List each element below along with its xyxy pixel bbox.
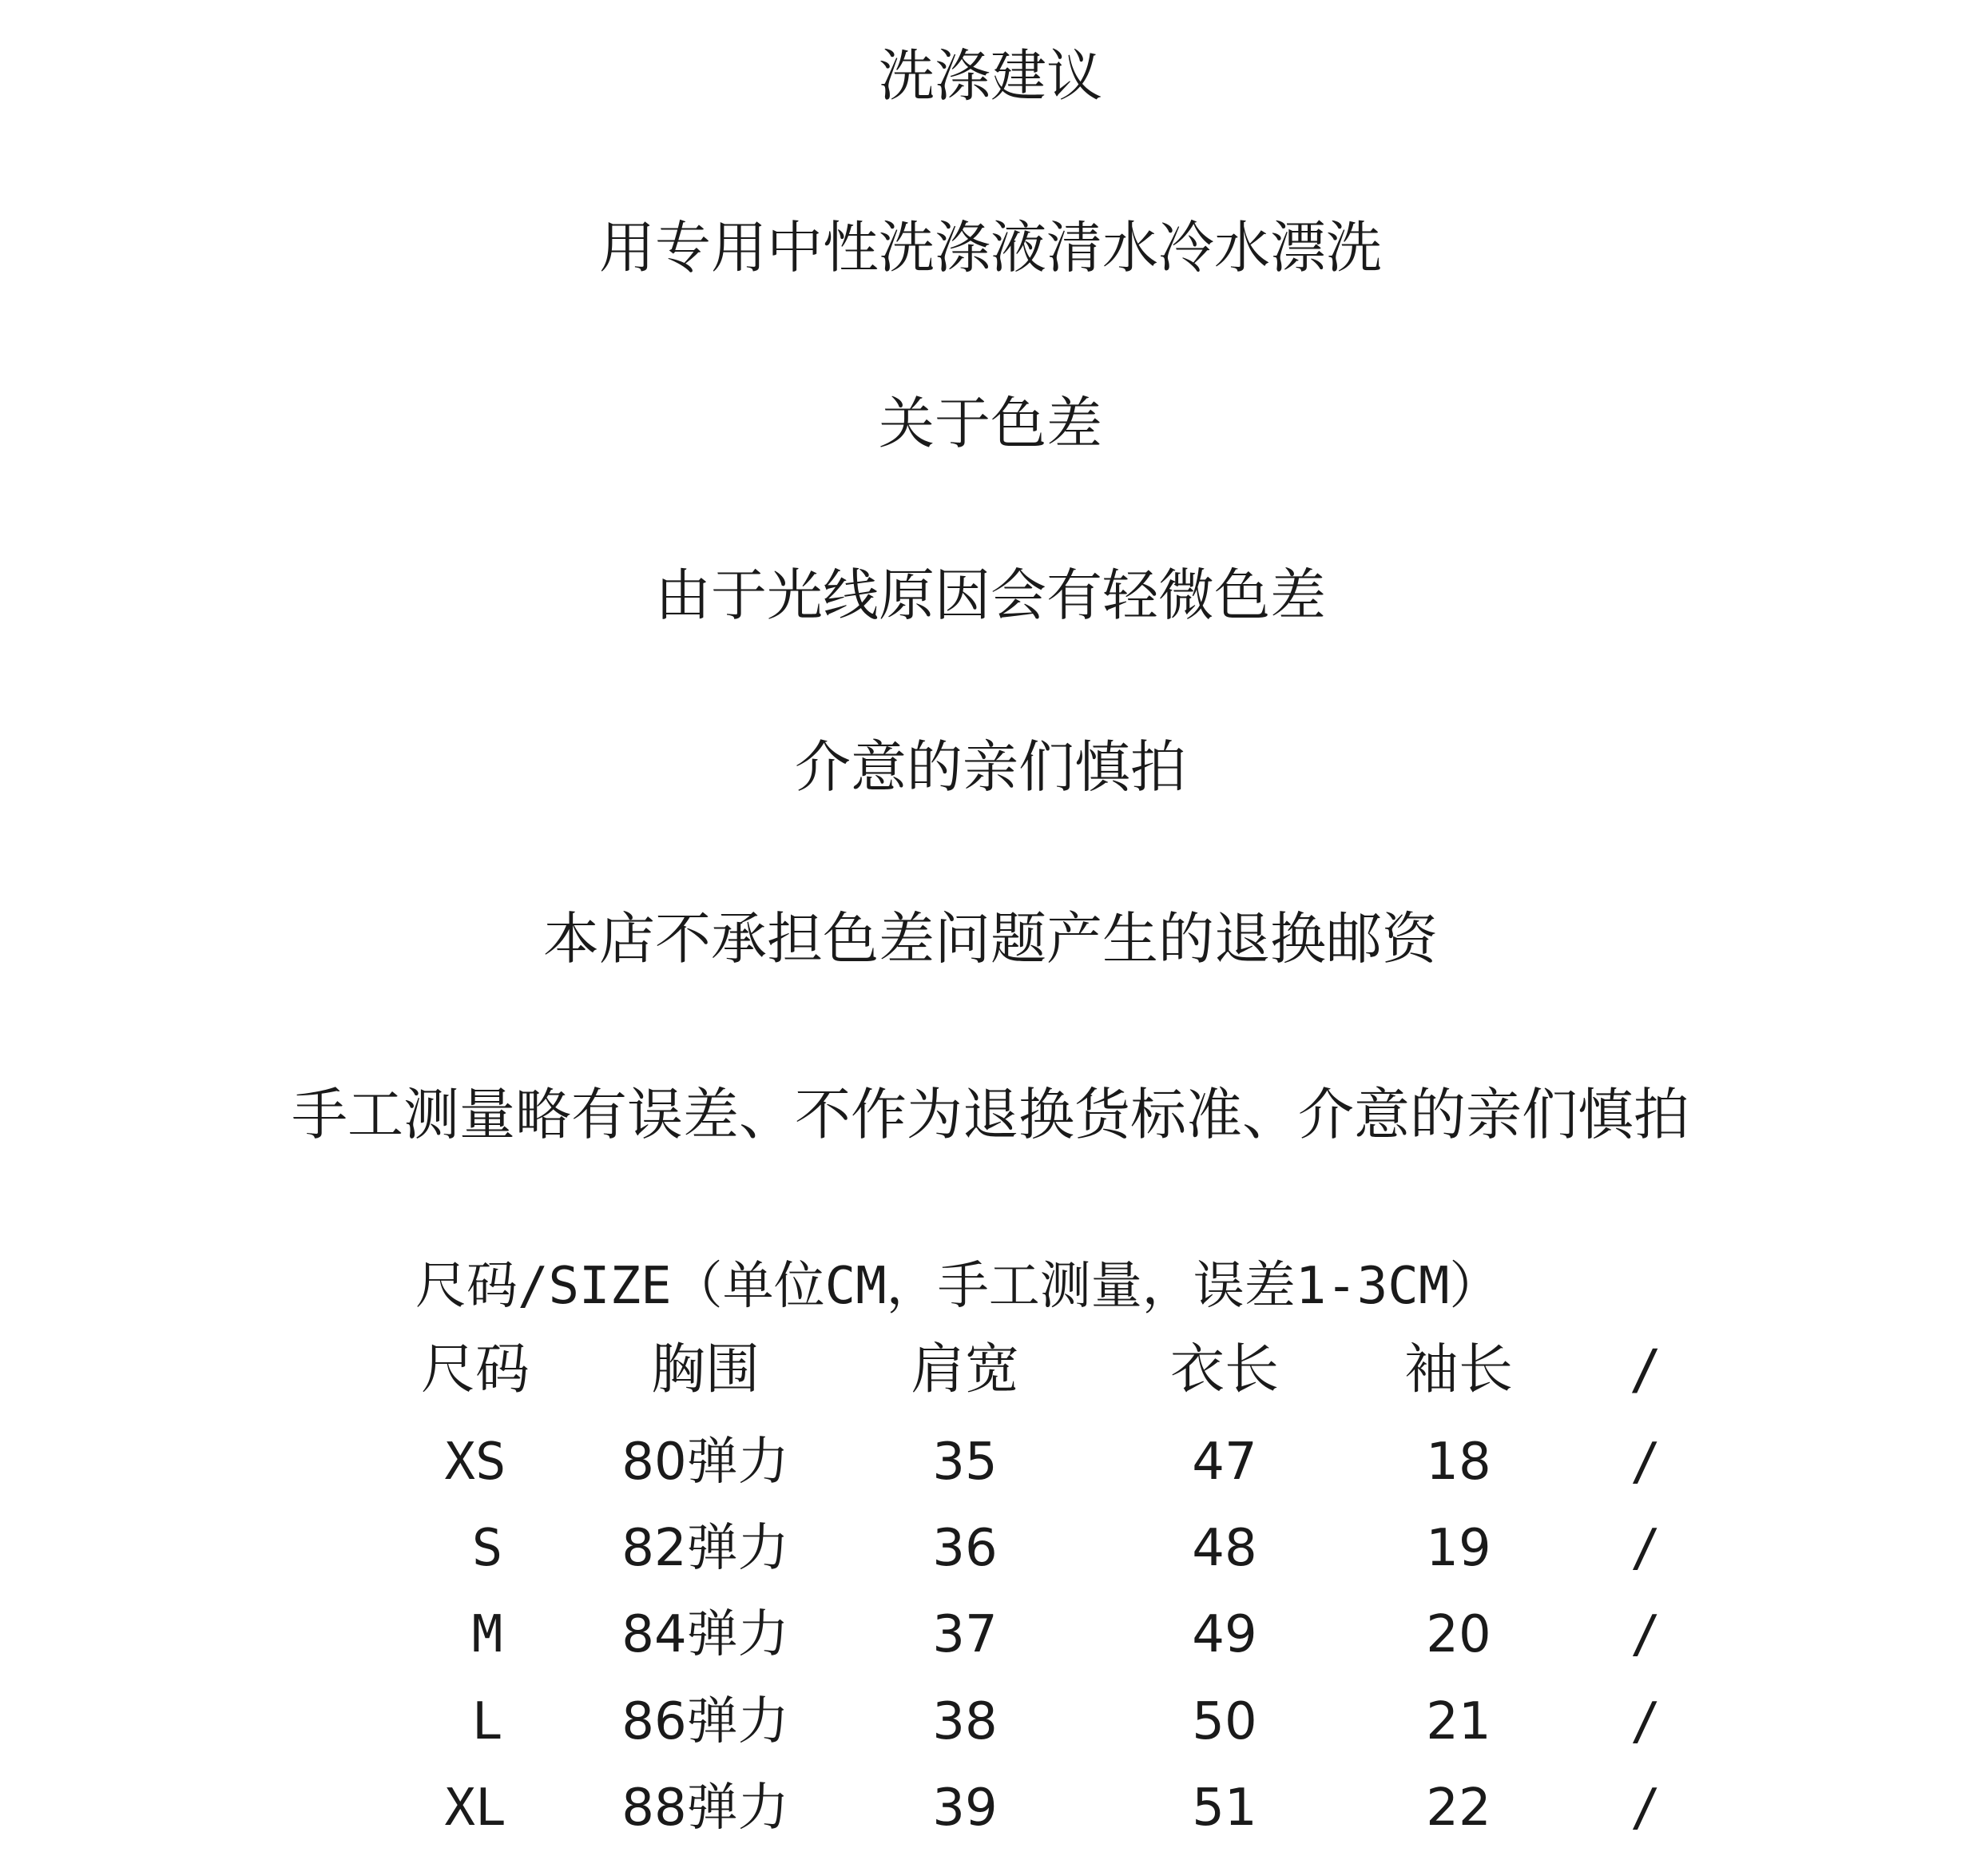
size-cell: XL — [444, 1779, 506, 1838]
color-heading: 关于色差 — [879, 391, 1102, 456]
shoulder-cell: 35 — [932, 1433, 998, 1492]
chest-cell: 88弹力 — [621, 1779, 789, 1838]
header-shoulder: 肩宽 — [910, 1338, 1020, 1401]
shoulder-cell: 36 — [932, 1519, 998, 1578]
extra-cell: / — [1630, 1519, 1661, 1578]
length-cell: 47 — [1192, 1433, 1257, 1492]
chest-cell: 86弹力 — [621, 1692, 789, 1751]
header-extra: / — [1629, 1338, 1662, 1401]
chest-cell: 84弹力 — [621, 1605, 789, 1664]
length-cell: 51 — [1192, 1779, 1257, 1838]
shoulder-cell: 39 — [932, 1779, 998, 1838]
size-cell: M — [471, 1605, 503, 1664]
size-cell: L — [471, 1692, 503, 1751]
color-caution: 介意的亲们慎拍 — [795, 734, 1186, 800]
header-length: 衣长 — [1169, 1338, 1280, 1401]
sleeve-cell: 19 — [1426, 1519, 1491, 1578]
return-policy-note: 本店不承担色差问题产生的退换邮资 — [543, 906, 1438, 972]
header-sleeve: 袖长 — [1403, 1338, 1514, 1401]
size-cell: XS — [444, 1433, 506, 1492]
length-cell: 48 — [1192, 1519, 1257, 1578]
extra-cell: / — [1630, 1605, 1661, 1664]
sleeve-cell: 18 — [1426, 1433, 1491, 1492]
shoulder-cell: 38 — [932, 1692, 998, 1751]
extra-cell: / — [1630, 1433, 1661, 1492]
shoulder-cell: 37 — [932, 1605, 998, 1664]
sleeve-cell: 20 — [1426, 1605, 1491, 1664]
sleeve-cell: 21 — [1426, 1692, 1491, 1751]
header-chest: 胸围 — [650, 1338, 760, 1401]
size-chart-title: 尺码/SIZE（单位CM，手工测量，误差1-3CM） — [415, 1257, 1501, 1316]
header-size: 尺码 — [420, 1338, 530, 1401]
sleeve-cell: 22 — [1426, 1779, 1491, 1838]
length-cell: 49 — [1192, 1605, 1257, 1664]
care-instruction: 用专用中性洗涤液清水冷水漂洗 — [599, 215, 1382, 280]
extra-cell: / — [1630, 1779, 1661, 1838]
length-cell: 50 — [1192, 1692, 1257, 1751]
extra-cell: / — [1630, 1692, 1661, 1751]
care-heading: 洗涤建议 — [879, 43, 1102, 109]
color-note: 由于光线原因会有轻微色差 — [655, 562, 1326, 628]
chest-cell: 82弹力 — [621, 1519, 789, 1578]
chest-cell: 80弹力 — [621, 1433, 789, 1492]
measurement-note: 手工测量略有误差、不作为退换货标准、介意的亲们慎拍 — [292, 1082, 1689, 1147]
size-cell: S — [471, 1519, 503, 1578]
